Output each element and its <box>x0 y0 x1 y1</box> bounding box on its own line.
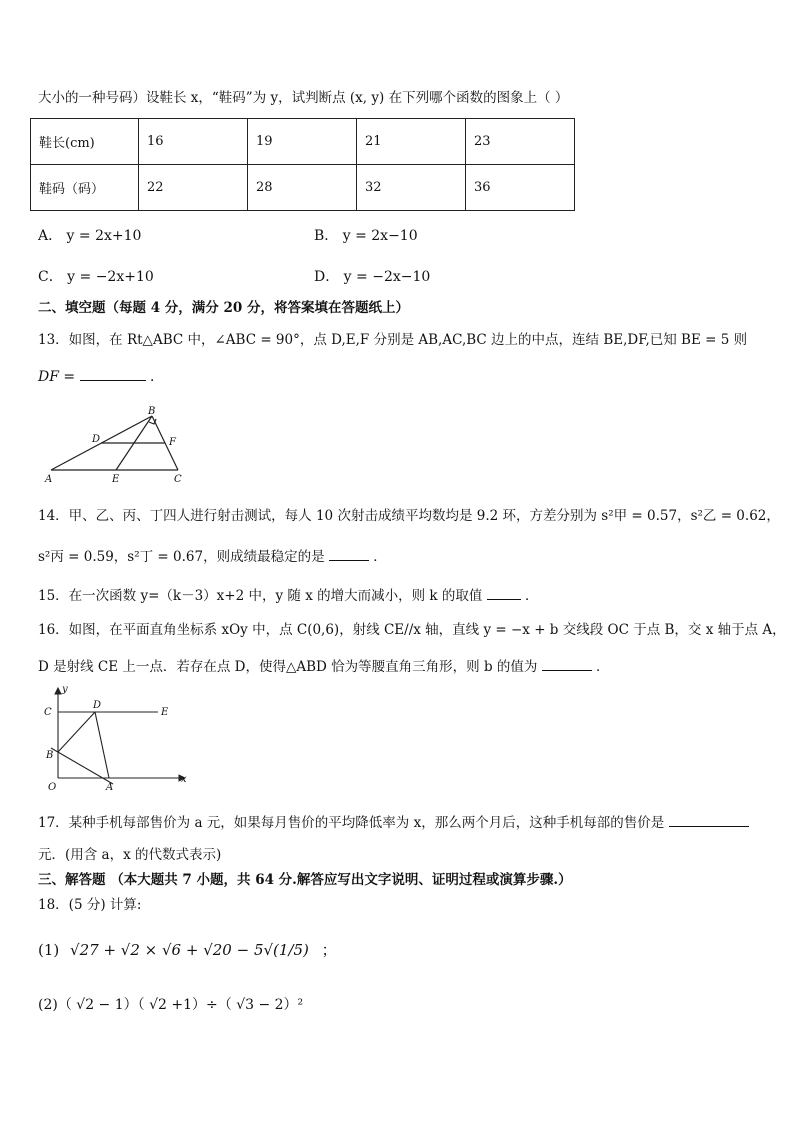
label-c: C <box>174 474 182 485</box>
shoe-size-table <box>30 118 575 211</box>
q17-line2: 元．(用含 a，x 的代数式表示) <box>38 847 222 863</box>
segment-da <box>95 712 109 778</box>
label-e: E <box>161 707 169 718</box>
q13-triangle-figure <box>40 404 190 486</box>
label-c: C <box>44 707 52 718</box>
q16-coordinate-figure <box>40 682 190 794</box>
q18-title: 18．(5 分) 计算: <box>38 897 142 913</box>
q14-line1: 14．甲、乙、丙、丁四人进行射击测试，每人 10 次射击成绩平均数均是 9.2 环，方差分别为 s²甲 = 0.57，s²乙 = 0.62， <box>38 508 780 524</box>
label-y: y <box>62 684 68 695</box>
label-e: E <box>112 474 120 485</box>
segment-bd <box>58 712 95 752</box>
q18-part2: (2)（ √2 − 1）（ √2 +1）÷（ √3 − 2）² <box>38 997 304 1013</box>
answer-blank <box>80 366 146 381</box>
period: ． <box>373 549 387 565</box>
period: ． <box>524 588 539 604</box>
q14-line2 <box>38 546 387 567</box>
label-d: D <box>92 434 101 445</box>
table-cell: 36 <box>466 165 575 211</box>
table-cell: 16 <box>139 119 248 165</box>
table-cell: 22 <box>139 165 248 211</box>
q16-line1: 16．如图，在平面直角坐标系 xOy 中，点 C(0,6)，射线 CE//x 轴，直线 y = −x + b 交线段 OC 于点 B，交 x 轴于点 A， <box>38 622 786 638</box>
q12-intro: 大小的一种号码）设鞋长 x，“鞋码”为 y，试判断点 (x, y) 在下列哪个函数的图象上（ ） <box>38 90 569 106</box>
section-3-title: 三、解答题 （本大题共 7 小题，共 64 分.解答应写出文字说明、证明过程或演算步骤.） <box>38 872 572 888</box>
q13-line1: 13．如图，在 Rt△ABC 中，∠ABC = 90°，点 D,E,F 分别是 AB,AC,BC 边上的中点，连结 BE,DF,已知 BE = 5 则 <box>38 332 748 348</box>
section-2-title: 二、填空题（每题 4 分，满分 20 分，将答案填在答题纸上） <box>38 300 409 316</box>
label-a: A <box>45 474 53 485</box>
table-row-header: 鞋码（码） <box>31 165 139 211</box>
table-cell: 28 <box>248 165 357 211</box>
table-cell: 32 <box>357 165 466 211</box>
semicolon: ； <box>321 941 337 959</box>
answer-blank <box>329 546 369 561</box>
label-b: B <box>148 406 156 417</box>
label-d: D <box>93 700 102 711</box>
q16-line2 <box>38 656 609 677</box>
q12-option-d: D． y = −2x−10 <box>314 269 431 285</box>
q13-line2 <box>38 366 164 387</box>
q16-text: D 是射线 CE 上一点．若存在点 D，使得△ABD 恰为等腰直角三角形，则 b 的值为 <box>38 659 538 675</box>
q15-line1 <box>38 585 538 606</box>
answer-blank <box>669 812 749 827</box>
q18-part1 <box>38 940 337 960</box>
q12-option-c: C． y = −2x+10 <box>38 269 154 285</box>
q12-option-b: B． y = 2x−10 <box>314 228 418 244</box>
table-row-header: 鞋长(cm) <box>31 119 139 165</box>
period: ． <box>150 369 165 385</box>
q18-part1-label: (1) <box>38 941 60 959</box>
q13-expression: DF = <box>38 369 76 385</box>
table-row <box>31 165 575 211</box>
period: ． <box>595 659 610 675</box>
q18-part1-expression: √27 + √2 × √6 + √20 − 5√(1/5) <box>70 941 309 959</box>
label-a: A <box>106 782 114 793</box>
q14-variances: s²丙 = 0.59，s²丁 = 0.67，则成绩最稳定的是 <box>38 549 325 565</box>
q12-option-a: A． y = 2x+10 <box>38 228 142 244</box>
q15-text: 15．在一次函数 y=（k－3）x+2 中，y 随 x 的增大而减小，则 k 的取值 <box>38 588 483 604</box>
table-cell: 21 <box>357 119 466 165</box>
table-cell: 19 <box>248 119 357 165</box>
table-cell: 23 <box>466 119 575 165</box>
q17-line1 <box>38 812 749 833</box>
table-row <box>31 119 575 165</box>
answer-blank <box>487 585 521 600</box>
label-b: B <box>46 750 54 761</box>
label-f: F <box>169 437 176 448</box>
q17-text: 17．某种手机每部售价为 a 元，如果每月售价的平均降低率为 x，那么两个月后，这种手机每部的售价是 <box>38 815 665 831</box>
label-x: x <box>181 774 187 785</box>
label-o: O <box>48 782 57 793</box>
answer-blank <box>542 656 592 671</box>
